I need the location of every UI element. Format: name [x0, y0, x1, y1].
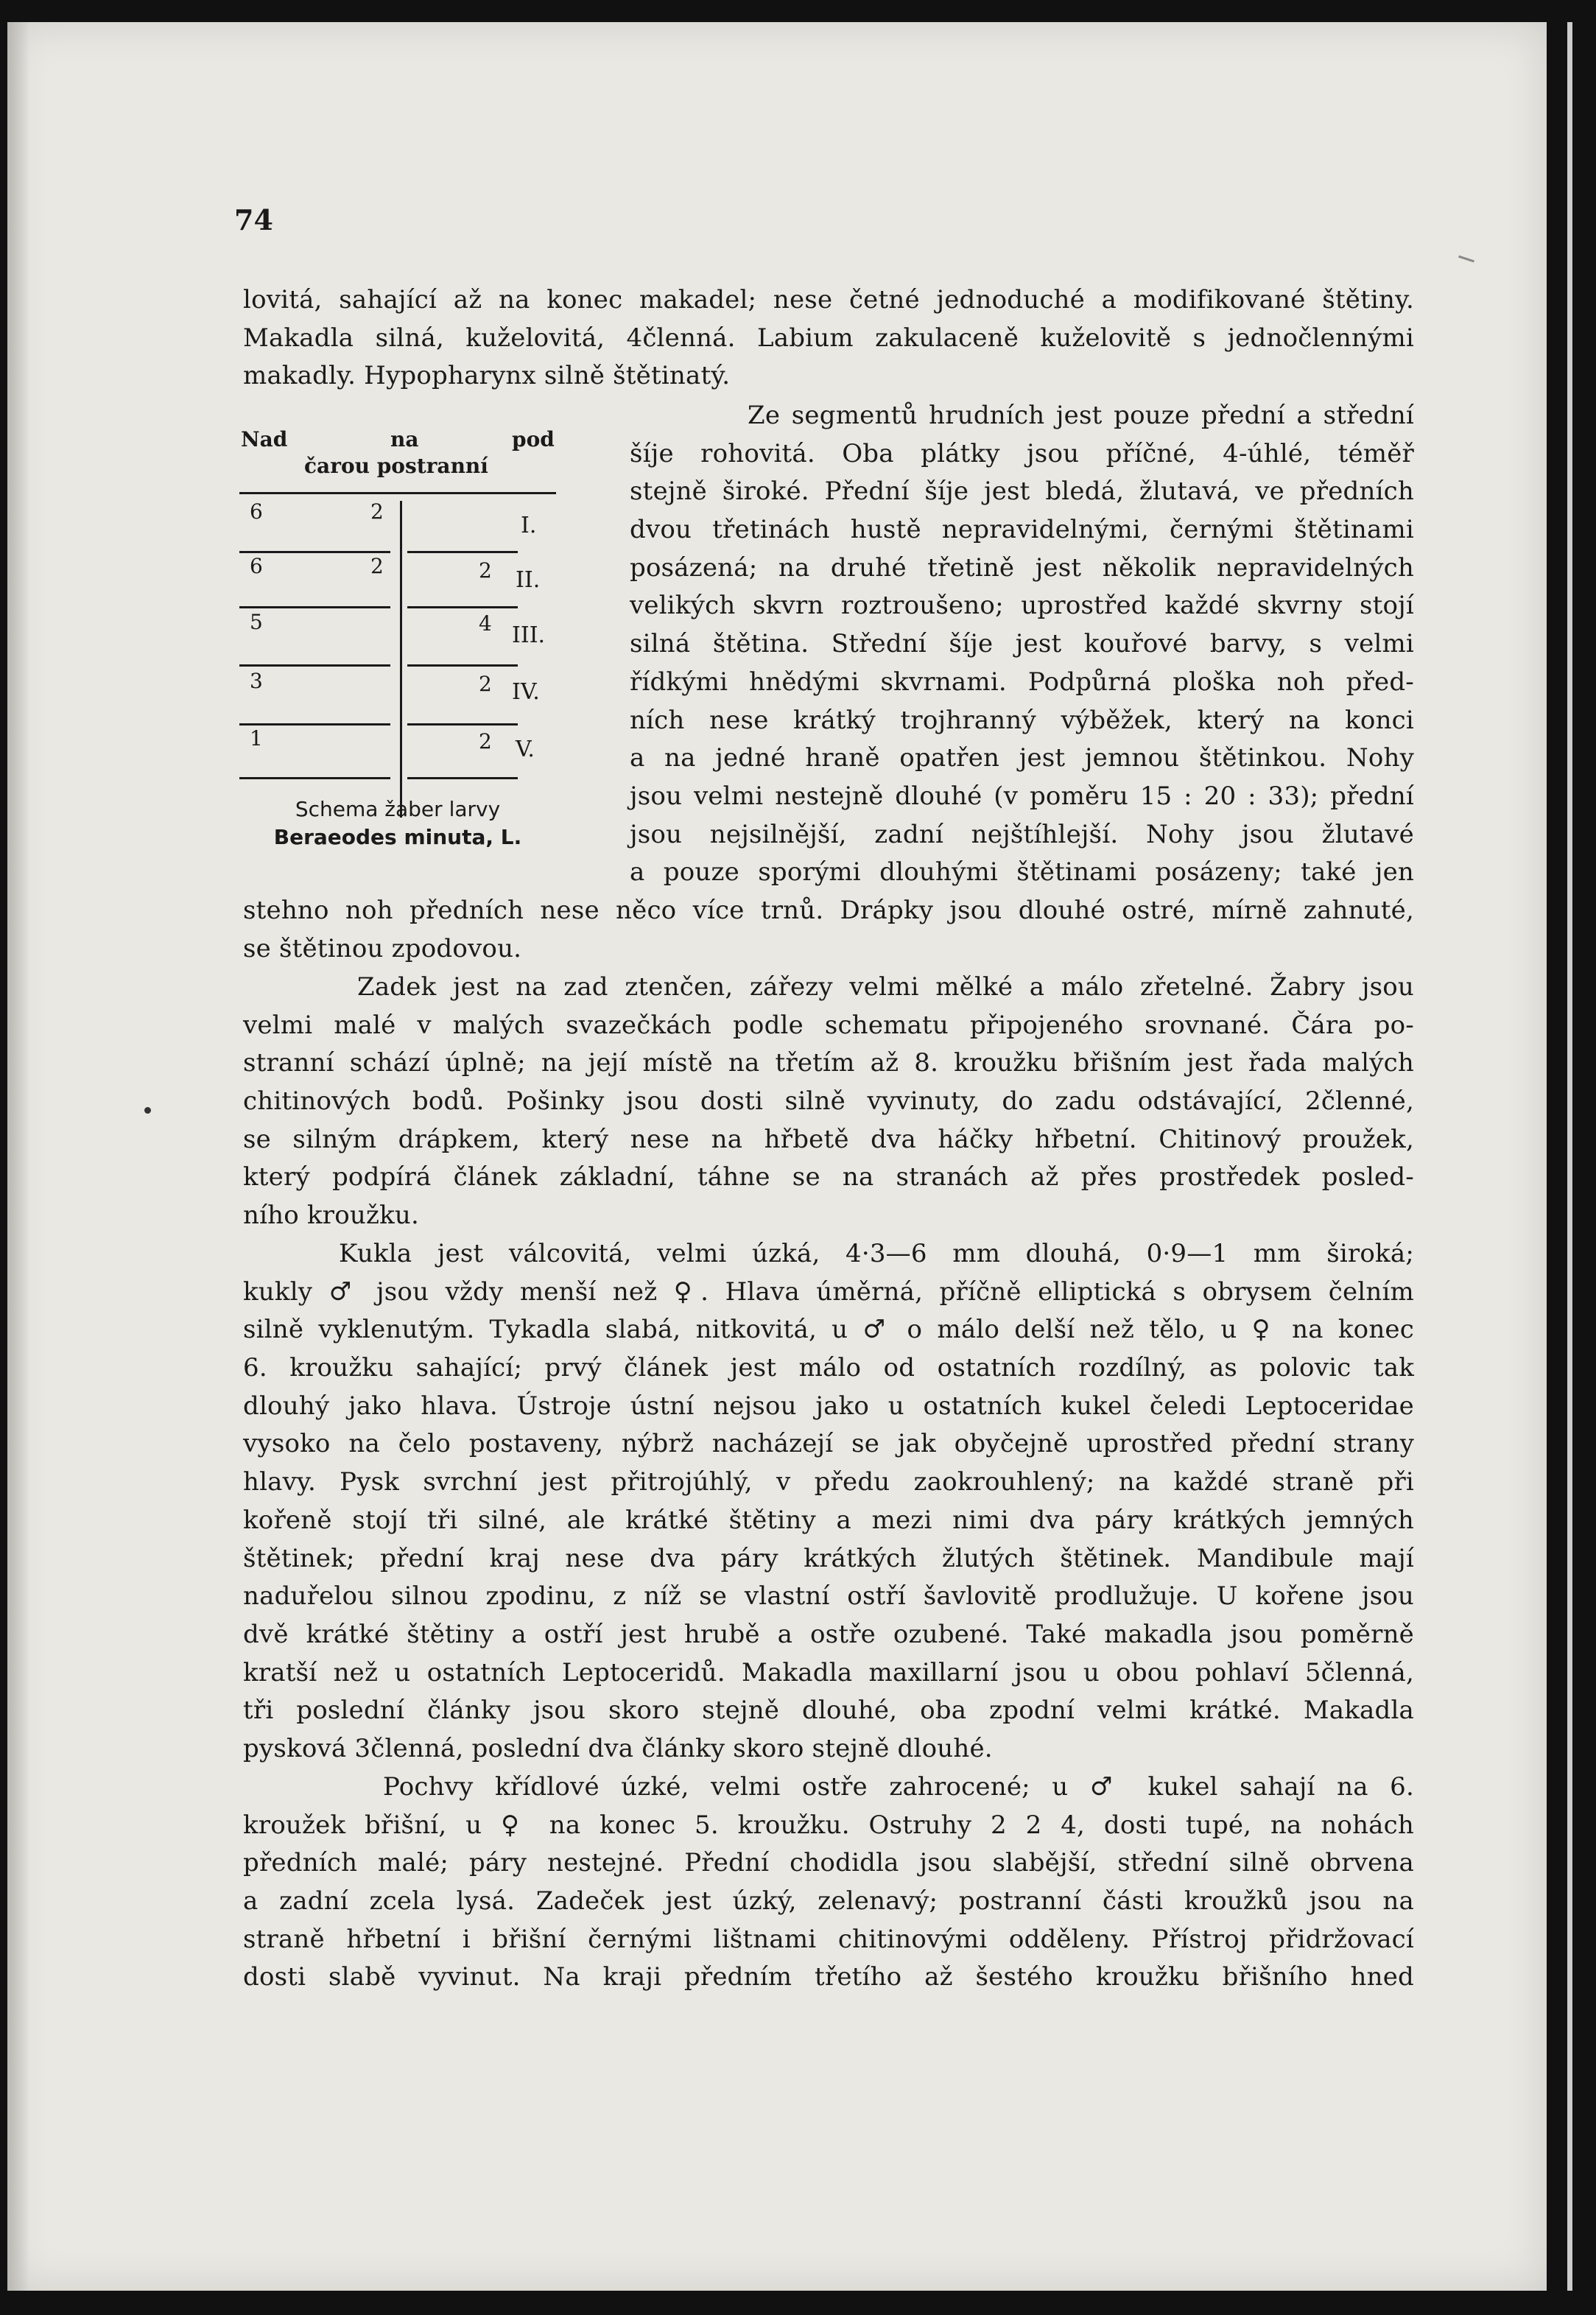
- text-line: silně vyklenutým. Tykadla slabá, nitkovitá, u ♂ o málo delší než tělo, u ♀ na konec: [243, 1315, 1414, 1345]
- schema-rule: [407, 723, 518, 726]
- text-line: pysková 3členná, poslední dva články skoro stejně dlouhé.: [243, 1733, 993, 1763]
- text-line: silná štětina. Střední šíje jest kouřové barvy, s velmi: [630, 629, 1414, 659]
- text-line: makadly. Hypopharynx silně štětinatý.: [243, 361, 731, 391]
- text-line: řídkými hnědými skvrnami. Podpůrná ploška noh před-: [630, 667, 1414, 697]
- schema-header-mid: na: [390, 427, 419, 452]
- text-line: Kukla jest válcovitá, velmi úzká, 4·3—6 mm dlouhá, 0·9—1 mm široká;: [339, 1239, 1414, 1268]
- page-edge: [1567, 22, 1572, 2291]
- schema-cell: 6: [250, 499, 263, 524]
- text-line: se štětinou zpodovou.: [243, 933, 522, 963]
- text-line: štětinek; přední kraj nese dva páry krátkých žlutých štětinek. Mandibule mají: [243, 1543, 1414, 1573]
- schema-lateral-line: [400, 501, 402, 818]
- text-line: posázená; na druhé třetině jest několik nepravidelných: [630, 552, 1414, 583]
- text-line: dosti slabě vyvinut. Na kraji předním třetího až šestého kroužku břišního hned: [243, 1962, 1414, 1992]
- text-line: dvě krátké štětiny a ostří jest hrubě a ostře ozubené. Také makadla jsou poměrně: [243, 1619, 1414, 1649]
- schema-cell: 2: [479, 729, 492, 753]
- text-line: ního kroužku.: [243, 1201, 419, 1231]
- text-line: hlavy. Pysk svrchní jest přitrojúhlý, v předu zaokrouhlený; na každé straně při: [243, 1467, 1414, 1497]
- text-line: stranní schází úplně; na její místě na třetím až 8. kroužku břišním jest řada malých: [243, 1048, 1414, 1078]
- caption-line: Schema žaber larvy: [295, 797, 501, 821]
- schema-rule: [239, 551, 390, 553]
- wing-sheath-paragraph: [243, 1768, 1414, 1997]
- schema-cell: 4: [479, 611, 492, 636]
- text-line: straně hřbetní i břišní černými lištnami chitinovými odděleny. Přístroj přidržovací: [243, 1924, 1414, 1954]
- text-line: 6. kroužku sahající; prvý článek jest málo od ostatních rozdílný, as polovic tak: [243, 1353, 1414, 1383]
- text-line: šíje rohovitá. Oba plátky jsou příčné, 4-úhlé, téměř: [630, 438, 1414, 468]
- schema-cell: 1: [250, 726, 263, 751]
- schema-cell: 6: [250, 554, 263, 578]
- schema-cell: 3: [250, 669, 263, 693]
- schema-header-sub: čarou postranní: [304, 454, 488, 478]
- page-number: 74: [234, 203, 273, 236]
- text-line: jsou nejsilnější, zadní nejštíhlejší. Nohy jsou žlutavé: [630, 819, 1414, 849]
- schema-segment-label: IV.: [512, 679, 540, 705]
- schema-segment-label: II.: [516, 567, 541, 593]
- text-line: jsou velmi nestejně dlouhé (v poměru 15 : 20 : 33); přední: [630, 781, 1414, 811]
- text-line: Ze segmentů hrudních jest pouze přední a střední: [748, 401, 1414, 430]
- text-line: Makadla silná, kuželovitá, 4členná. Labium zakulaceně kuželovitě s jednočlennými: [243, 323, 1414, 353]
- schema-rule: [239, 664, 390, 667]
- text-line: tři poslední články jsou skoro stejně dlouhé, oba zpodní velmi krátké. Makadla: [243, 1696, 1414, 1726]
- schema-cell: 2: [370, 554, 384, 578]
- text-line: Zadek jest na zad ztenčen, zářezy velmi mělké a málo zřetelné. Žabry jsou: [357, 972, 1414, 1002]
- schema-rule: [239, 492, 556, 494]
- schema-cell: 2: [479, 558, 492, 583]
- text-line: kukly ♂ jsou vždy menší než ♀. Hlava úměrná, příčně elliptická s obrysem čelním: [243, 1276, 1414, 1307]
- text-line: dlouhý jako hlava. Ústroje ústní nejsou jako u ostatních kukel čeledi Leptoceridae: [243, 1391, 1414, 1421]
- text-line: kořeně stojí tři silné, ale krátké štětiny a mezi nimi dva páry krátkých jemných: [243, 1505, 1414, 1535]
- schema-rule: [239, 606, 390, 608]
- schema-rule: [407, 551, 518, 553]
- schema-rule: [407, 606, 518, 608]
- schema-rule: [407, 777, 518, 779]
- text-line: kratší než u ostatních Leptoceridů. Makadla maxillarní jsou u obou pohlaví 5členná,: [243, 1657, 1414, 1687]
- text-line: dvou třetinách hustě nepravidelnými, černými štětinami: [630, 515, 1414, 545]
- text-line: chitinových bodů. Pošinky jsou dosti silně vyvinuty, do zadu odstávající, 2členné,: [243, 1086, 1414, 1117]
- schema-rule: [239, 777, 390, 779]
- top-paragraph: [243, 281, 1414, 396]
- schema-rule: [239, 723, 390, 726]
- schema-segment-label: I.: [521, 513, 537, 538]
- text-line: naduřelou silnou zpodinu, z níž se vlastní ostří šavlovitě prodlužuje. U kořene jsou: [243, 1581, 1414, 1612]
- ink-dot: [144, 1107, 151, 1114]
- text-line: velikých skvrn roztroušeno; uprostřed každé skvrny stojí: [630, 591, 1414, 621]
- text-line: vysoko na čelo postaveny, nýbrž nacházejí se jak obyčejně uprostřed přední strany: [243, 1429, 1414, 1459]
- text-line: kroužek břišní, u ♀ na konec 5. kroužku. Ostruhy 2 2 4, dosti tupé, na nohách: [243, 1810, 1414, 1840]
- legs-paragraph-end: [243, 892, 1414, 968]
- text-line: lovitá, sahající až na konec makadel; nese četné jednoduché a modifikované štětiny.: [243, 285, 1414, 315]
- text-line: velmi malé v malých svazečkách podle schematu připojeného srovnané. Čára po-: [243, 1010, 1414, 1040]
- schema-cell: 2: [479, 672, 492, 696]
- schema-header-left: Nad: [241, 427, 288, 452]
- text-line: Pochvy křídlové úzké, velmi ostře zahrocené; u ♂ kukel sahají na 6.: [383, 1772, 1414, 1802]
- schema-cell: 5: [250, 610, 263, 634]
- right-column-text: [630, 397, 1414, 892]
- schema-header-right: pod: [512, 427, 555, 452]
- text-line: stejně široké. Přední šíje jest bledá, žlutavá, ve předních: [630, 477, 1414, 507]
- text-line: a na jedné hraně opatřen jest jemnou štětinkou. Nohy: [630, 743, 1414, 773]
- schema-segment-label: V.: [516, 737, 535, 762]
- text-line: předních malé; páry nestejné. Přední chodidla jsou slabější, střední silně obrvena: [243, 1848, 1414, 1878]
- text-line: ních nese krátký trojhranný výběžek, který na konci: [630, 705, 1414, 735]
- schema-cell: 2: [370, 499, 384, 524]
- text-line: a pouze sporými dlouhými štětinami posázeny; také jen: [630, 857, 1414, 888]
- schema-rule: [407, 664, 518, 667]
- caption-species: Beraeodes minuta, L.: [273, 825, 522, 849]
- abdomen-paragraph: [243, 969, 1414, 1235]
- schema-caption: [239, 795, 556, 851]
- text-line: se silným drápkem, který nese na hřbetě dva háčky hřbetní. Chitinový proužek,: [243, 1124, 1414, 1154]
- text-line: stehno noh předních nese něco více trnů. Drápky jsou dlouhé ostré, mírně zahnuté,: [243, 896, 1414, 925]
- schema-segment-label: III.: [512, 622, 546, 648]
- text-line: a zadní zcela lysá. Zadeček jest úzký, zelenavý; postranní části kroužků jsou na: [243, 1886, 1414, 1917]
- text-line: který podpírá článek základní, táhne se na stranách až přes prostředek posled-: [243, 1162, 1414, 1192]
- pupa-paragraph: [243, 1235, 1414, 1768]
